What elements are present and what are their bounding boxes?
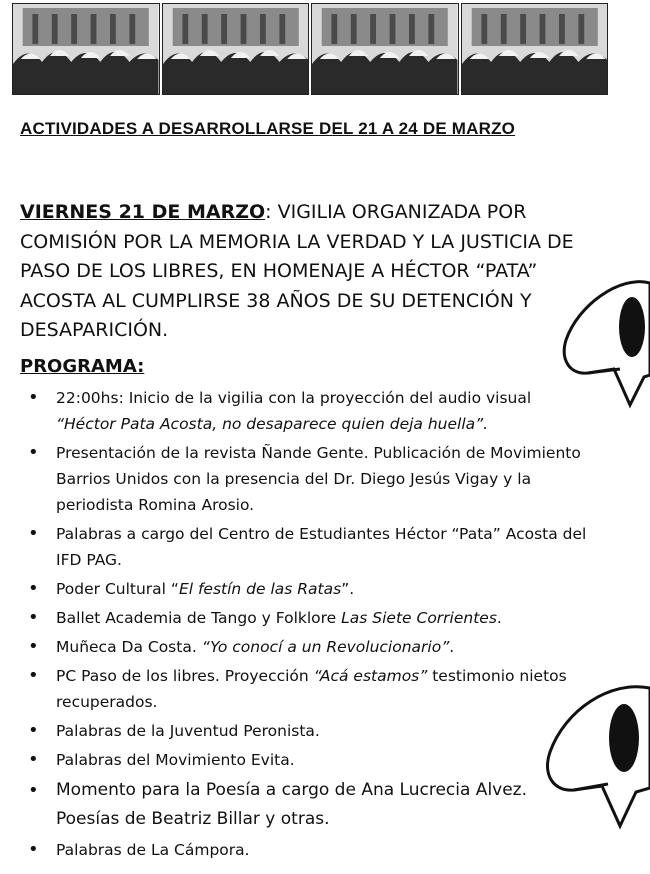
list-item: • Palabras del Movimiento Evita.	[28, 747, 588, 773]
list-item: • PC Paso de los libres. Proyección “Acá estamos” testimonio nietos recuperados.	[28, 663, 588, 715]
list-item: • Momento para la Poesía a cargo de Ana Lucrecia Alvez. Poesías de Beatriz Billar y otras.	[28, 776, 588, 834]
banner-photo	[12, 3, 160, 95]
intro-day: VIERNES 21 DE MARZO	[20, 201, 266, 223]
intro-separator: :	[265, 201, 272, 223]
banner-photo-strip	[12, 3, 608, 93]
intro-text: VIGILIA ORGANIZADA POR COMISIÓN POR LA MEMORIA LA VERDAD Y LA JUSTICIA DE PASO DE LOS LIBRES, EN HOMENAJE A HÉCTOR “PATA” ACOSTA AL CUMPLIRSE 38 AÑOS DE SU DETENCIÓN Y DESAPARICIÓN.	[20, 201, 574, 341]
list-item: • Presentación de la revista Ñande Gente. Publicación de Movimiento Barrios Unidos con la presencia del Dr. Diego Jesús Vigay y la periodista Romina Arosio.	[28, 440, 588, 518]
list-item: • Palabras de La Cámpora.	[28, 837, 588, 863]
list-item: • Ballet Academia de Tango y Folklore Las Siete Corrientes.	[28, 605, 588, 631]
banner-photo	[461, 3, 609, 95]
list-item: • Muñeca Da Costa. “Yo conocí a un Revolucionario”.	[28, 634, 588, 660]
white-headscarf-icon	[560, 265, 650, 415]
page-title: ACTIVIDADES A DESARROLLARSE DEL 21 A 24 DE MARZO	[20, 119, 516, 138]
list-item: • Palabras de la Juventud Peronista.	[28, 718, 588, 744]
list-item: • 22:00hs: Inicio de la vigilia con la proyección del audio visual “Héctor Pata Acosta, no desaparece quien deja huella”.	[28, 385, 588, 437]
banner-photo	[311, 3, 459, 95]
banner-photo	[162, 3, 310, 95]
list-item: • Palabras a cargo del Centro de Estudiantes Héctor “Pata” Acosta del IFD PAG.	[28, 521, 588, 573]
program-list	[28, 385, 588, 866]
list-item: • Poder Cultural “El festín de las Ratas”.	[28, 576, 588, 602]
intro-paragraph	[20, 198, 600, 346]
program-heading: PROGRAMA:	[20, 356, 145, 377]
white-headscarf-icon	[540, 680, 650, 830]
